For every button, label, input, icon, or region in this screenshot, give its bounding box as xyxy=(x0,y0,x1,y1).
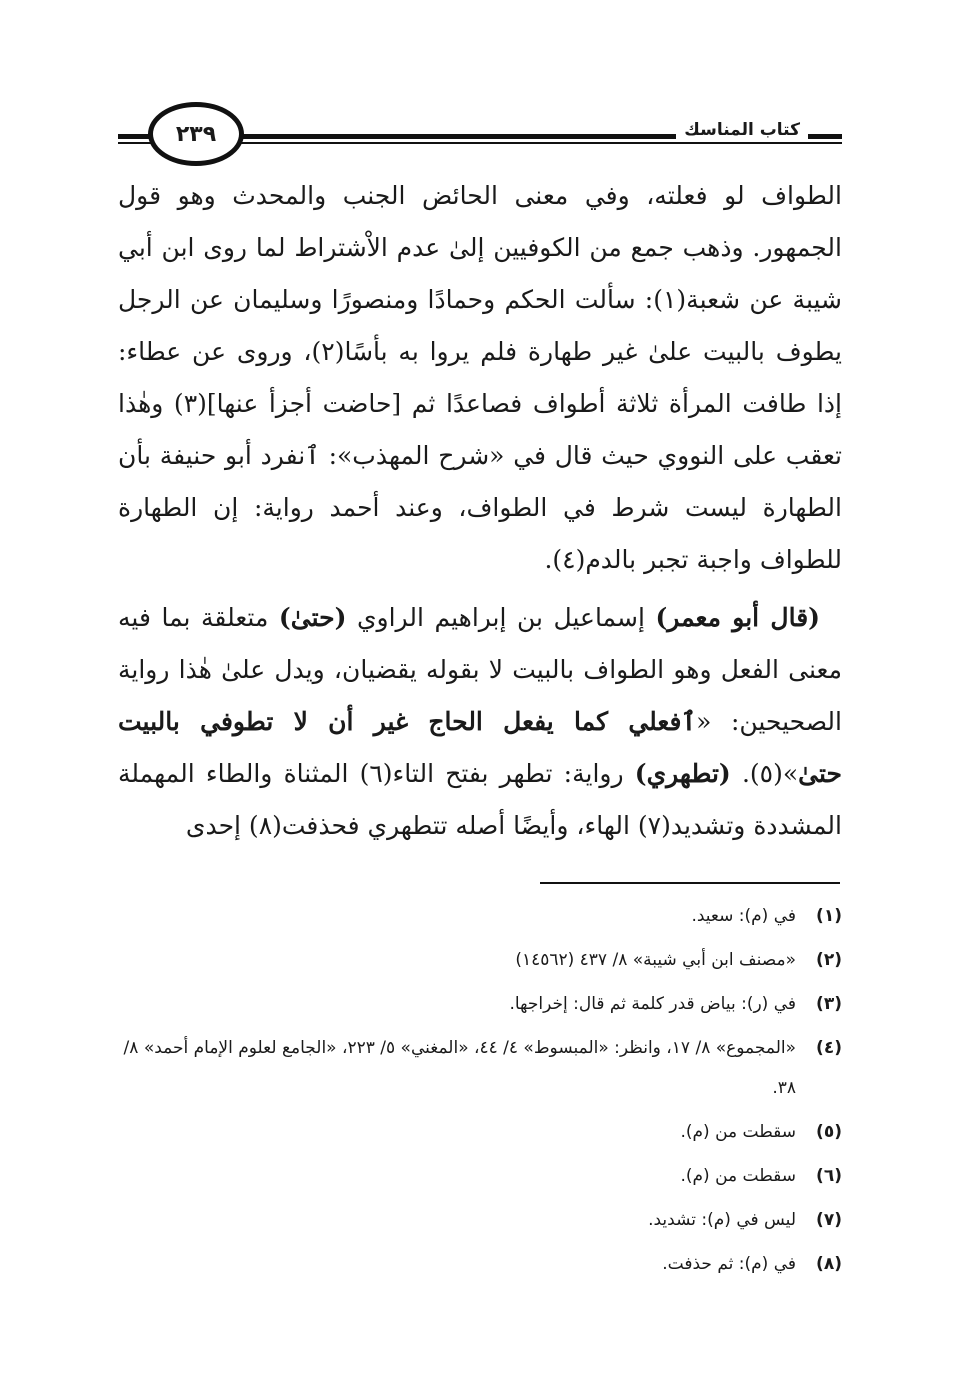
bold-phrase: (قال أبو معمر) xyxy=(655,603,820,632)
footnote-text: في (ر): بياض قدر كلمة ثم قال: إخراجها. xyxy=(509,994,796,1014)
footnotes xyxy=(118,896,842,1288)
footnote-number: (٦) xyxy=(816,1166,842,1186)
footnote-text: في (م): سعيد. xyxy=(691,906,796,926)
text-run: إسماعيل بن إبراهيم الراوي xyxy=(346,603,656,632)
bold-quote: ٱفعلي كما يفعل الحاج غير أن لا تطوفي بالبيت حتىٰ xyxy=(118,707,842,788)
footnote-number: (٨) xyxy=(816,1254,842,1274)
footnote-number: (٢) xyxy=(816,950,842,970)
page-number: ٢٣٩ xyxy=(148,102,244,166)
footnote xyxy=(118,1112,842,1152)
footnote xyxy=(118,1028,842,1108)
text-run: متعلقة بما فيه معنى الفعل وهو الطواف بالبيت لا بقوله يقضيان، ويدل علىٰ هٰذا رواية الصحيحين: « xyxy=(118,603,842,736)
footnote-number: (١) xyxy=(816,906,842,926)
footnote-text: ليس في (م): تشديد. xyxy=(648,1210,796,1230)
footnote xyxy=(118,984,842,1024)
footnote-text: سقطت من (م). xyxy=(680,1166,796,1186)
footnote xyxy=(118,1200,842,1240)
footnote-separator xyxy=(540,882,840,884)
text-run: »(٥). xyxy=(730,759,799,788)
footnote-text: «مصنف ابن أبي شيبة» ٨/ ٤٣٧ (١٤٥٦٢) xyxy=(515,950,796,970)
bold-phrase: (تطهري) xyxy=(634,759,731,788)
paragraph-2 xyxy=(118,592,842,852)
page-header xyxy=(118,98,842,178)
footnote-text: سقطت من (م). xyxy=(680,1122,796,1142)
footnote-text: «المجموع» ٨/ ١٧، وانظر: «المبسوط» ٤/ ٤٤، «المغني» ٥/ ٢٢٣، «الجامع لعلوم الإمام أحمد» ٨/ ٣٨. xyxy=(123,1038,796,1098)
footnote xyxy=(118,1244,842,1284)
footnote-number: (٧) xyxy=(816,1210,842,1230)
footnote-number: (٣) xyxy=(816,994,842,1014)
footnote xyxy=(118,896,842,936)
running-title: كتاب المناسك xyxy=(676,120,808,140)
footnote-number: (٤) xyxy=(816,1038,842,1058)
footnote-number: (٥) xyxy=(816,1122,842,1142)
footnote-text: في (م): ثم حذفت. xyxy=(662,1254,796,1274)
footnote xyxy=(118,940,842,980)
paragraph-1: الطواف لو فعلته، وفي معنى الحائض الجنب والمحدث وهو قول الجمهور. وذهب جمع من الكوفيين إلىٰ عدم الاْشتراط لما روى ابن أبي شيبة عن شعبة(١): سألت الحكم وحمادًا ومنصورًا وسليمان عن الرجل يطوف بالبيت علىٰ غير طهارة فلم يروا به بأسًا(٢)، وروى عن عطاء: إذا طافت المرأة ثلاثة أطواف فصاعدًا ثم [حاضت أجزأ عنها](٣) وهٰذا تعقب على النووي حيث قال في «شرح المهذب»: ٱنفرد أبو حنيفة بأن الطهارة ليست شرط في الطواف، وعند أحمد رواية: إن الطهارة للطواف واجبة تجبر بالدم(٤). xyxy=(118,181,842,574)
header-rule-right-thin xyxy=(234,142,842,144)
text-run: رواية: تطهر بفتح التاء(٦) المثناة والطاء المهملة المشددة وتشديد(٧) الهاء، وأيضًا أصله تتطهري فحذفت(٨) إحدى xyxy=(118,759,842,840)
footnote xyxy=(118,1156,842,1196)
bold-phrase: (حتىٰ) xyxy=(278,603,347,632)
main-text xyxy=(118,170,842,852)
